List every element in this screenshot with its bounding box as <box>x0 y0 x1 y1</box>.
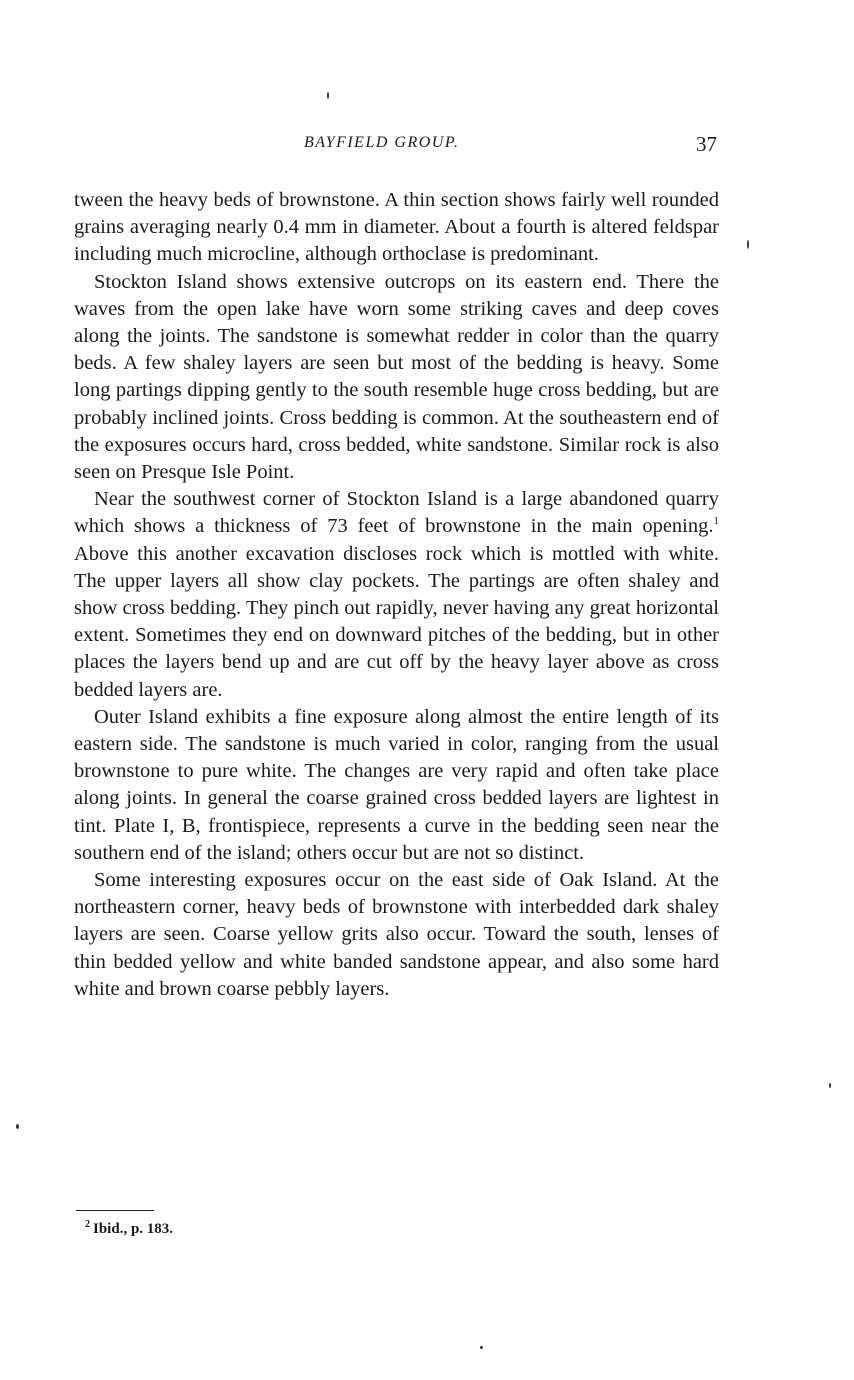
running-title: BAYFIELD GROUP. <box>304 134 460 151</box>
paragraph-2: Stockton Island shows extensive outcrops on its eastern end. There the waves from the open lake have worn some striking caves and deep coves along the joints. The sandstone is somewhat redder in color than the quarry beds. A few shaley layers are seen but most of the bedding is heavy. Some long partings dipping gently to the south resemble huge cross bedding, but are probably inclined joints. Cross bedding is common. At the southeastern end of the exposures occurs hard, cross bedded, white sandstone. Similar rock is also seen on Presque Isle Point. <box>74 270 719 484</box>
page-header <box>0 134 854 164</box>
page-number: 37 <box>696 132 717 156</box>
footnote-rule <box>76 1210 154 1211</box>
paragraph-4: Outer Island exhibits a fine exposure along almost the entire length of its eastern side. The sandstone is much varied in color, ranging from the usual brownstone to pure white. The changes are very rapid and often take place along joints. In general the coarse grained cross bedded layers are lightest in tint. Plate I, B, frontispiece, represents a curve in the bedding seen near the southern end of the island; others occur but are not so distinct. <box>74 705 719 864</box>
scan-speck <box>747 240 749 249</box>
paragraph-3-text-end: Above this another excavation discloses rock which is mottled with white. The upper layers all show clay pockets. The partings are often shaley and show cross bedding. They pinch out rapidly, never having any great horizontal extent. Sometimes they end on downward pitches of the bedding, but in other places the layers bend up and are cut off by the heavy layer above as cross bedded layers are. <box>74 542 719 701</box>
footnote-reference: 1 <box>713 515 719 528</box>
scan-speck <box>829 1083 831 1088</box>
paragraph-3-text-start: Near the southwest corner of Stockton Island is a large abandoned quarry which shows a thickness of 73 feet of brownstone in the main opening. <box>74 488 719 538</box>
scan-speck <box>480 1346 483 1349</box>
footnote-mark: 2 <box>85 1219 90 1230</box>
scan-speck <box>327 92 329 99</box>
scan-speck <box>16 1124 19 1129</box>
paragraph-1: tween the heavy beds of brownstone. A thin section shows fairly well rounded grains averaging nearly 0.4 mm in diameter. About a fourth is altered feldspar including much microcline, although orthoclase is predominant. <box>74 189 719 266</box>
paragraph-5: Some interesting exposures occur on the east side of Oak Island. At the northeastern corner, heavy beds of brownstone with interbedded dark shaley layers are seen. Coarse yellow grits also occur. Toward the south, lenses of thin bedded yellow and white banded sandstone appear, and also some hard white and brown coarse pebbly layers. <box>74 869 719 1000</box>
body-text <box>74 187 719 1003</box>
footnote <box>85 1221 173 1238</box>
paragraph-3 <box>74 486 719 704</box>
footnote-text: Ibid., p. 183. <box>93 1221 174 1237</box>
